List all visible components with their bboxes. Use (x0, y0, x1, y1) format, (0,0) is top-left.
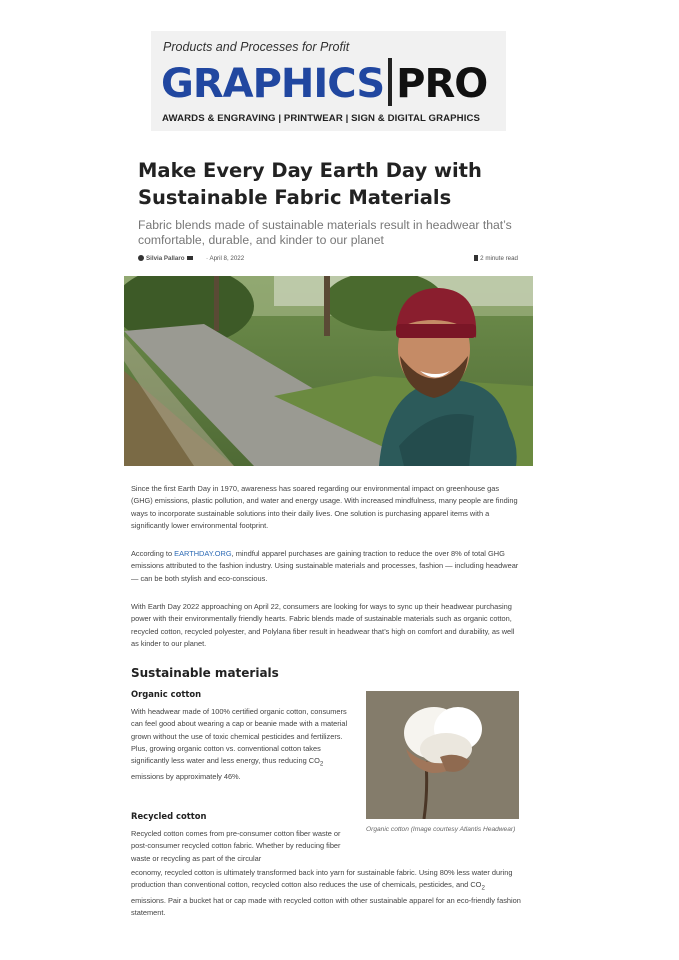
organic-co2-subscript: 2 (319, 760, 324, 768)
bookmark-icon (474, 255, 478, 261)
hero-photo-man-in-beanie (124, 276, 533, 466)
brand-name-right: PRO (396, 61, 488, 107)
user-circle-icon (138, 255, 144, 261)
brand-wordmark (161, 58, 487, 106)
paragraph-intro: Since the first Earth Day in 1970, awareness has soared regarding our environmental impact on greenhouse gas (GHG) emissions, plastic pollution, and water and energy usage. With increased mindfulness, many people are finding ways to incorporate sustainable solutions into their daily lives. One solution is purchasing apparel items with a significantly lower environmental footprint. (131, 484, 518, 530)
hero-image (124, 276, 533, 466)
paragraph-earthday-rest: , mindful apparel purchases are gaining traction to reduce the over 8% of total GHG emissions attributed to the fashion industry. Using sustainable materials and processes, fashion — including headwear — can be both stylish and eco-conscious. (131, 549, 519, 583)
subheading-recycled-cotton: Recycled cotton (131, 811, 207, 821)
author-byline[interactable] (138, 255, 193, 262)
earthday-link[interactable]: EARTHDAY.ORG (174, 549, 232, 558)
masthead-tagline: Products and Processes for Profit (163, 40, 350, 54)
publish-date-text: April 8, 2022 (209, 255, 245, 262)
paragraph-recycled-cotton-b (131, 867, 521, 920)
recycled-co2-subscript: 2 (481, 884, 485, 892)
publish-date: · April 8, 2022 (206, 255, 245, 262)
article-meta (138, 255, 518, 267)
cotton-boll-photo (366, 691, 519, 819)
organic-text-end: emissions by approximately 46%. (131, 771, 241, 781)
section-heading: Sustainable materials (131, 666, 279, 680)
recycled-text-end: emissions. Pair a bucket hat or cap made with recycled cotton with other sustainable apparel for an eco-friendly fashion statement. (131, 896, 521, 918)
organic-text-main: With headwear made of 100% certified organic cotton, consumers can feel good about wearing a cap or beanie made with a material grown without the use of toxic chemical pesticides and fertilizers. Plus, growing organic cotton vs. conventional cotton takes significantly less water and less energy, thus reducing CO (131, 707, 348, 766)
subheading-organic-cotton: Organic cotton (131, 689, 202, 699)
masthead-divisions: AWARDS & ENGRAVING | PRINTWEAR | SIGN & DIGITAL GRAPHICS (162, 113, 480, 124)
masthead-logo[interactable] (151, 31, 506, 131)
paragraph-organic-cotton (131, 706, 353, 783)
recycled-text-main: economy, recycled cotton is ultimately transformed back into yarn for sustainable fabric. Using 80% less water during production than conventional cotton, recycled cotton also reduces the use of chemicals, pesticides, and CO (131, 868, 513, 890)
brand-divider (388, 58, 392, 106)
paragraph-earthday-lead: According to (131, 549, 175, 558)
cotton-image-caption: Organic cotton (Image courtesy Atlantis Headwear) (366, 826, 516, 833)
cotton-image (366, 691, 519, 819)
article-title: Make Every Day Earth Day with Sustainable Fabric Materials (138, 159, 482, 209)
paragraph-earthday (131, 548, 521, 585)
article-subtitle: Fabric blends made of sustainable materials result in headwear that’s comfortable, durable, and kinder to our planet (138, 218, 512, 247)
envelope-icon[interactable] (187, 256, 193, 261)
read-time (474, 255, 518, 262)
paragraph-recycled-cotton-a: Recycled cotton comes from pre-consumer cotton fiber waste or post-consumer recycled cotton fabric. Whether by reducing fiber waste or recycling as part of the circular (131, 829, 341, 863)
paragraph-earthday-2022: With Earth Day 2022 approaching on April 22, consumers are looking for ways to sync up their headwear purchasing power with their environmentally friendly hearts. Fabric blends made of sustainable materials such as organic cotton, recycled cotton, recycled polyester, and Polylana fiber result in headwear that’s high on comfort and durability, as well as kinder to our planet. (131, 602, 515, 648)
brand-name-left: GRAPHICS (161, 61, 385, 107)
read-time-text: 2 minute read (480, 255, 518, 262)
author-name[interactable]: Silvia Pallaro (146, 255, 185, 262)
